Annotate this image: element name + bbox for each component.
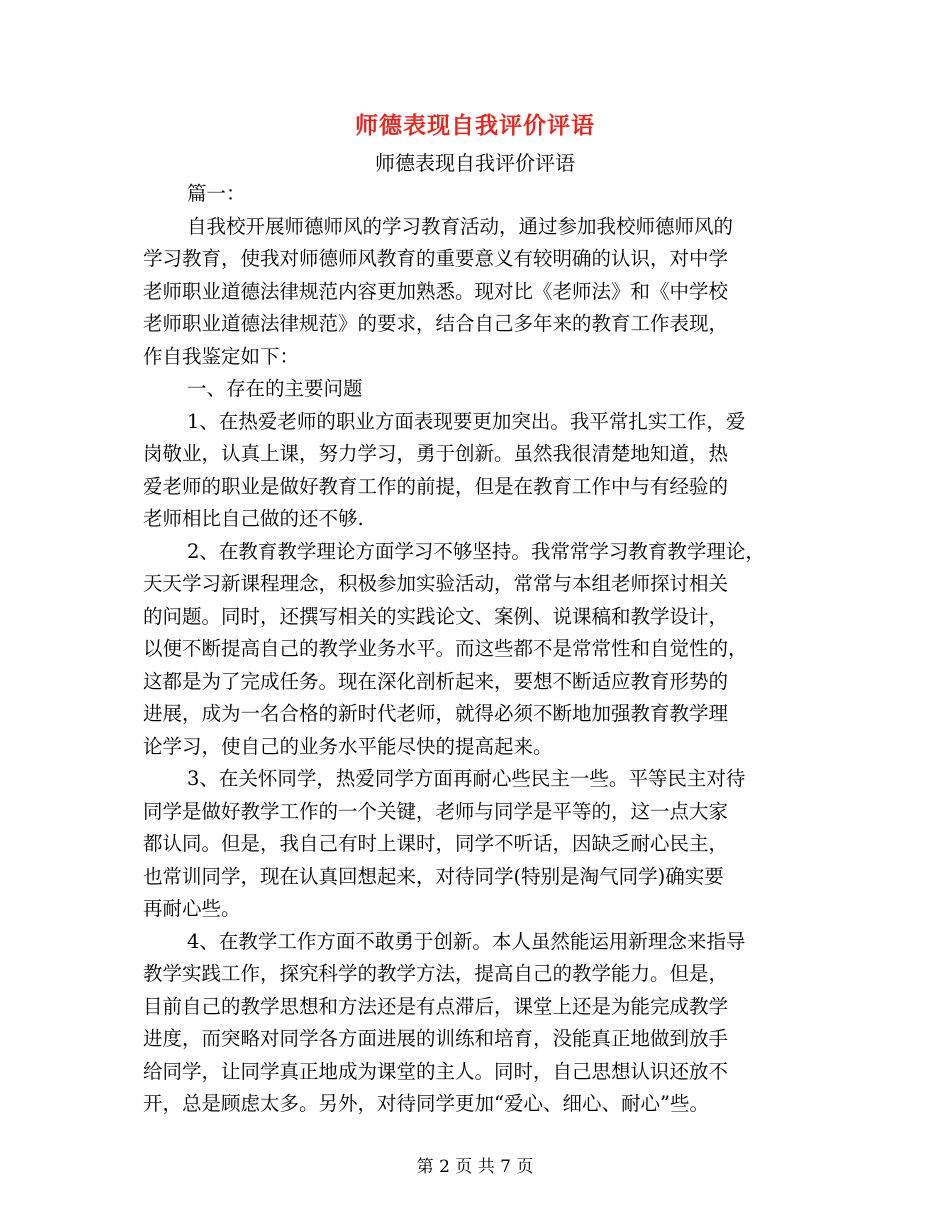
- body-line: 这都是为了完成任务。现在深化剖析起来，要想不断适应教育形势的: [143, 669, 729, 693]
- document-subtitle: 师德表现自我评价评语: [375, 151, 575, 175]
- body-line: 作自我鉴定如下：: [143, 344, 300, 368]
- body-line: 爱老师的职业是做好教育工作的前提，但是在教育工作中与有经验的: [143, 474, 729, 498]
- body-line: 1、在热爱老师的职业方面表现要更加突出。我平常扎实工作，爱: [187, 409, 746, 433]
- body-line: 老师相比自己做的还不够.: [143, 507, 364, 530]
- body-line: 老师职业道德法律规范内容更加熟悉。现对比《老师法》和《中学校: [143, 279, 729, 303]
- body-line: 4、在教学工作方面不敢勇于创新。本人虽然能运用新理念来指导: [187, 929, 746, 953]
- body-line: 给同学，让同学真正地成为课堂的主人。同时，自己思想认识还放不: [143, 1059, 729, 1083]
- body-line: 进展，成为一名合格的新时代老师，就得必须不断地加强教育教学理: [143, 702, 729, 725]
- body-line: 进度，而突略对同学各方面进展的训练和培育，没能真正地做到放手: [143, 1027, 729, 1050]
- body-line: 以便不断提高自己的教学业务水平。而这些都不是常常性和自觉性的，: [143, 637, 748, 660]
- body-line: 再耐心些。: [143, 897, 241, 920]
- body-line: 论学习，使自己的业务水平能尽快的提高起来。: [143, 734, 553, 758]
- page-number-footer: 第 2 页 共 7 页: [416, 1157, 534, 1177]
- body-line: 学习教育，使我对师德师风教育的重要意义有较明确的认识，对中学: [143, 247, 729, 270]
- body-line: 天天学习新课程理念，积极参加实验活动，常常与本组老师探讨相关: [143, 572, 729, 595]
- body-line: 的问题。同时，还撰写相关的实践论文、案例、说课稿和教学设计，: [143, 604, 729, 628]
- body-line: 一、存在的主要问题: [187, 377, 363, 400]
- body-line: 岗敬业，认真上课，努力学习，勇于创新。虽然我很清楚地知道，热: [143, 442, 729, 465]
- body-line: 老师职业道德法律规范》的要求，结合自己多年来的教育工作表现，: [143, 312, 729, 335]
- body-line: 同学是做好教学工作的一个关键，老师与同学是平等的，这一点大家: [143, 799, 729, 823]
- body-line: 教学实践工作，探究科学的教学方法，提高自己的教学能力。但是，: [143, 962, 729, 985]
- body-line: 3、在关怀同学，热爱同学方面再耐心些民主一些。平等民主对待: [187, 767, 746, 790]
- document-body: [143, 178, 823, 1121]
- body-line: 目前自己的教学思想和方法还是有点滞后，课堂上还是为能完成教学: [143, 994, 729, 1018]
- body-line: 也常训同学，现在认真回想起来，对待同学(特别是淘气同学)确实要: [143, 864, 724, 888]
- body-line: 自我校开展师德师风的学习教育活动，通过参加我校师德师风的: [187, 214, 734, 238]
- body-line: 都认同。但是，我自己有时上课时，同学不听话，因缺乏耐心民主，: [143, 832, 729, 855]
- body-line: 2、在教育教学理论方面学习不够坚持。我常常学习教育教学理论，: [187, 539, 765, 563]
- body-line: 开，总是顾虑太多。另外，对待同学更加“爱心、细心、耐心”些。: [143, 1092, 709, 1115]
- body-line: 篇一：: [187, 182, 246, 205]
- document-title: 师德表现自我评价评语: [355, 112, 595, 139]
